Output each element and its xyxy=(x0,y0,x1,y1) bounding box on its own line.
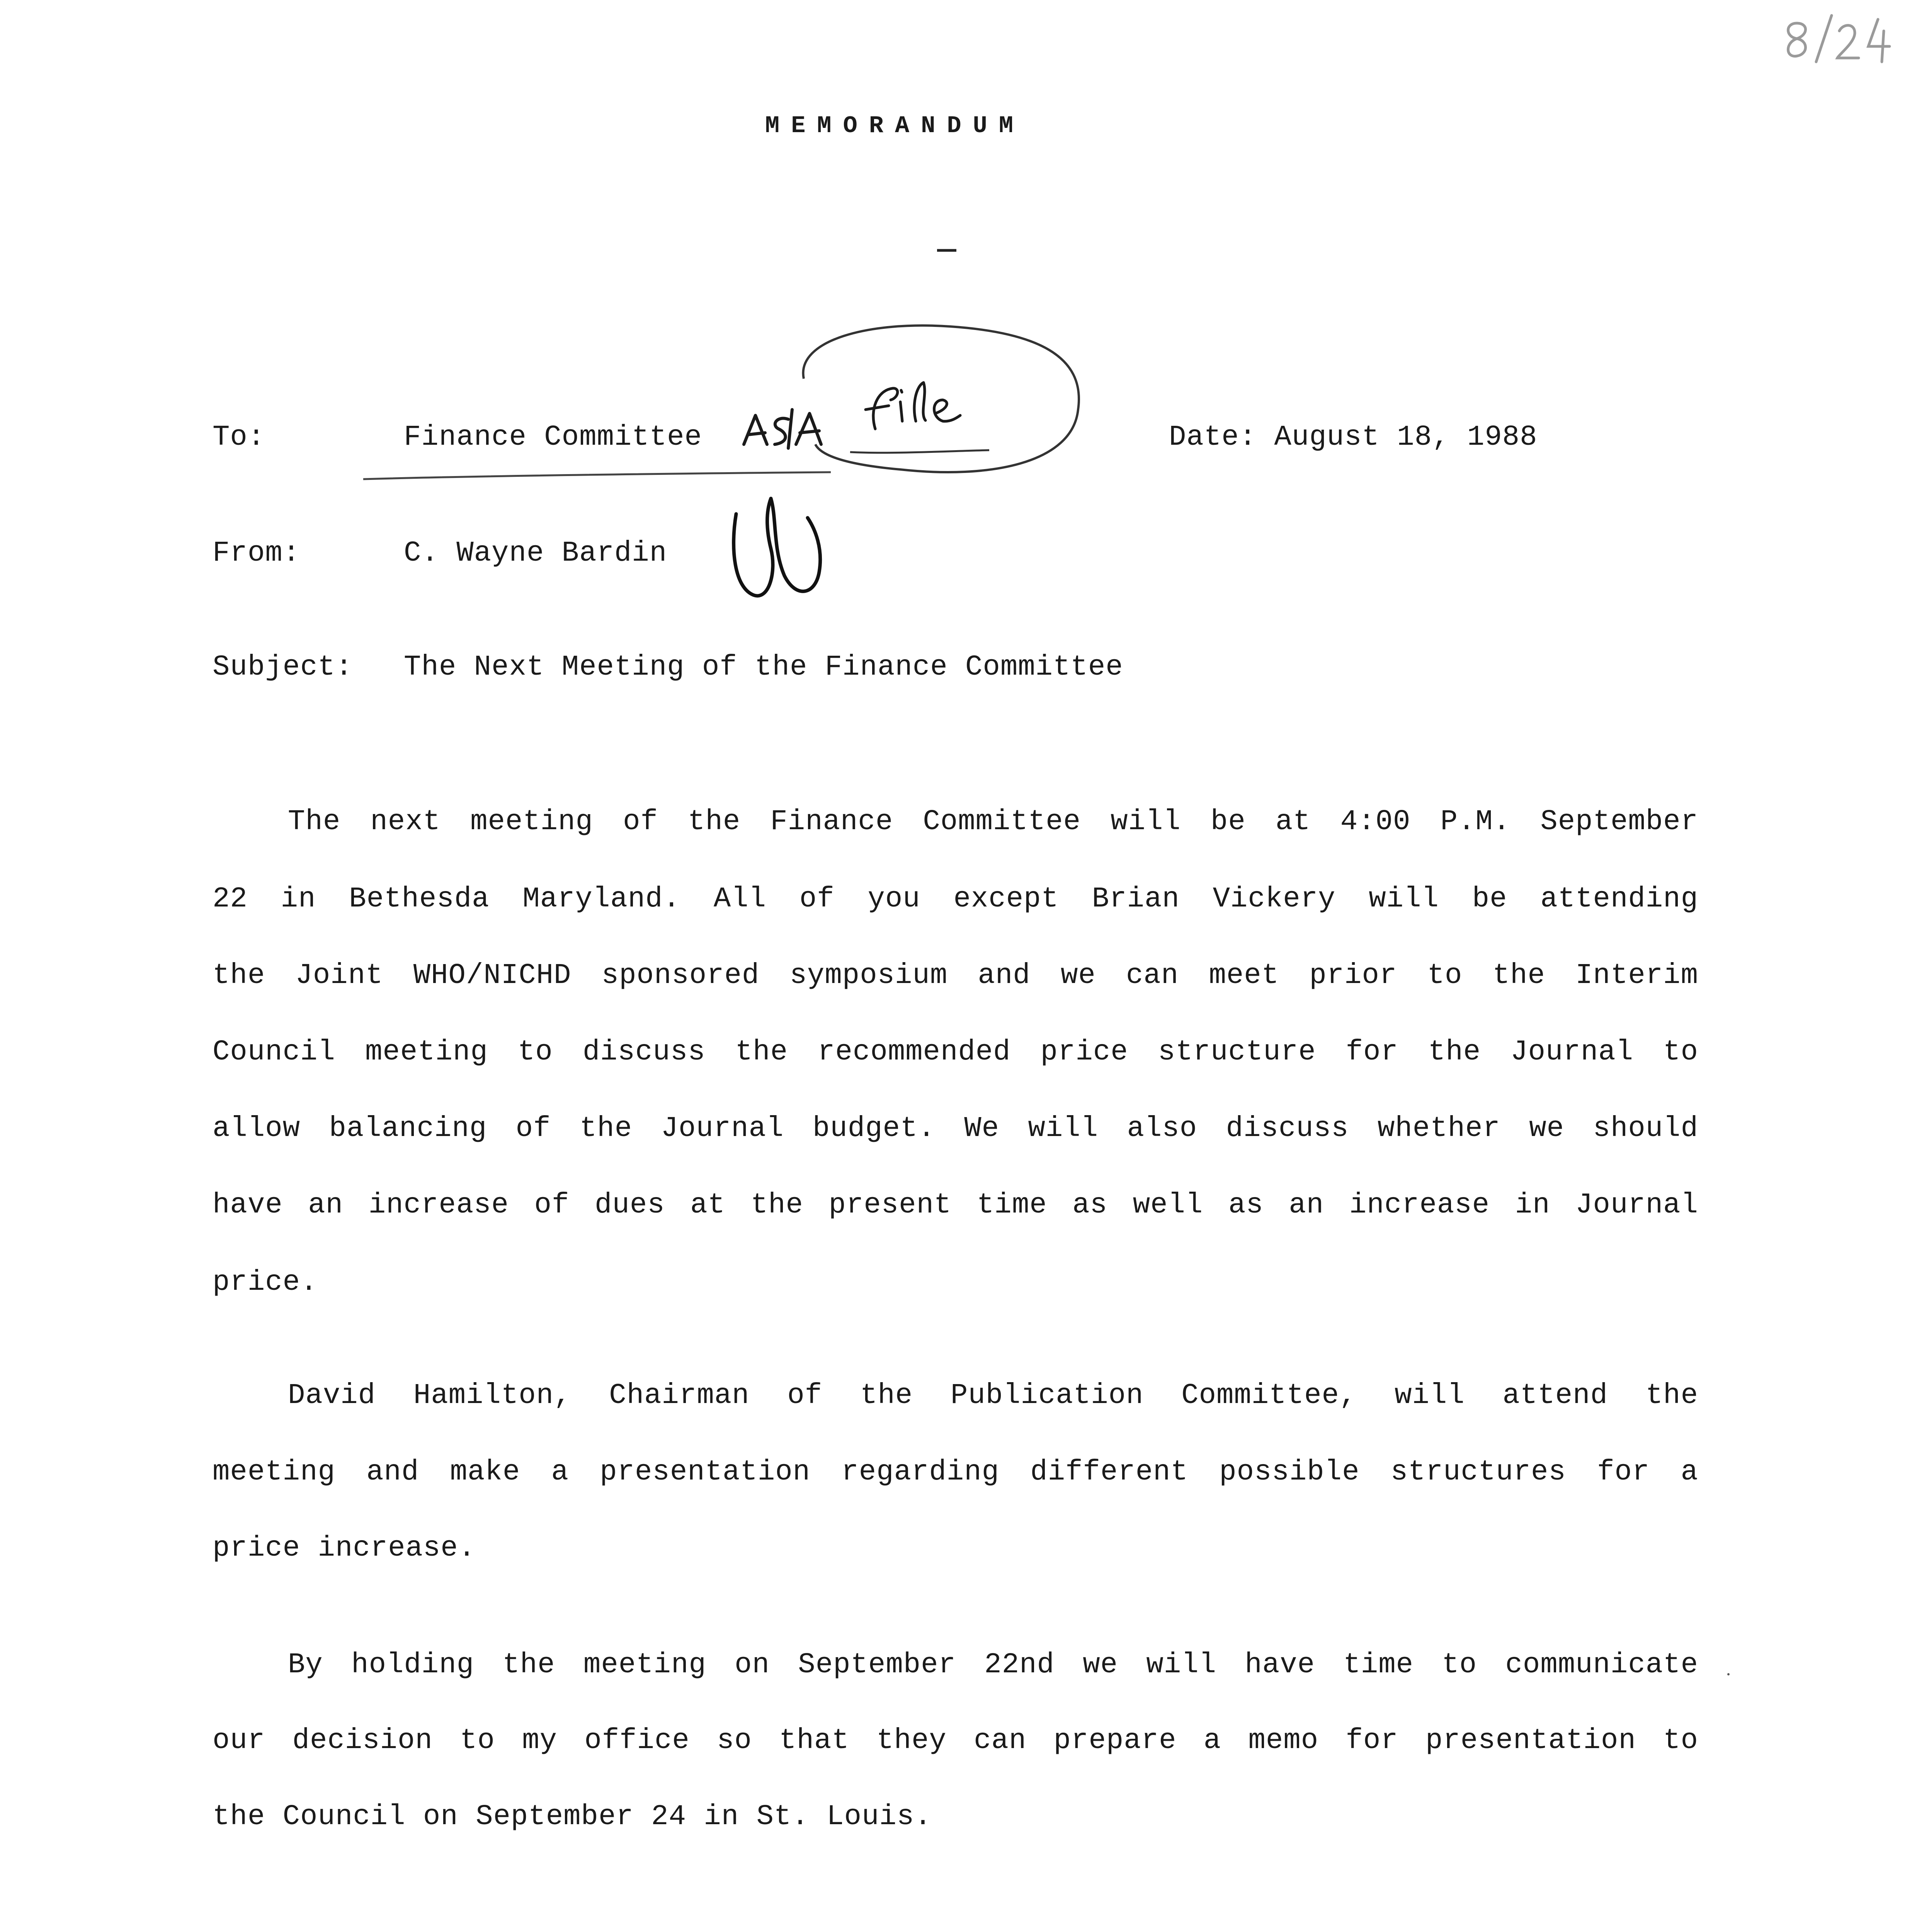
handwritten-underline xyxy=(363,472,831,479)
paragraph-1-line-7: price. xyxy=(213,1266,318,1299)
to-label: To: xyxy=(213,421,265,454)
to-value: Finance Committee xyxy=(404,421,702,454)
paragraph-3-line-3: the Council on September 24 in St. Louis. xyxy=(213,1801,932,1833)
paragraph-2-line-3: price increase. xyxy=(213,1532,476,1565)
memo-title: MEMORANDUM xyxy=(765,112,1025,139)
from-label: From: xyxy=(213,537,301,570)
paragraph-1-line-4: Council meeting to discuss the recommended price structure for the Journal to xyxy=(213,1036,1698,1068)
scan-speck xyxy=(1727,1673,1730,1675)
memo-date: Date: August 18, 1988 xyxy=(1169,421,1538,454)
paragraph-3-line-2: our decision to my office so that they can prepare a memo for presentation to xyxy=(213,1725,1698,1757)
paragraph-1-line-5: allow balancing of the Journal budget. We will also discuss whether we should xyxy=(213,1112,1698,1145)
subject-label: Subject: xyxy=(213,651,353,684)
file-handwriting xyxy=(866,383,960,429)
from-value: C. Wayne Bardin xyxy=(404,537,667,570)
paragraph-1-line-1: The next meeting of the Finance Committee will be at 4:00 P.M. September xyxy=(288,806,1698,838)
asa-handwriting xyxy=(744,410,821,448)
paragraph-1-line-6: have an increase of dues at the present time as well as an increase in Journal xyxy=(213,1189,1698,1221)
paragraph-1-line-2: 22 in Bethesda Maryland. All of you except Brian Vickery will be attending xyxy=(213,883,1698,915)
paragraph-1-line-3: the Joint WHO/NICHD sponsored symposium and we can meet prior to the Interim xyxy=(213,959,1698,992)
initial-w-signature xyxy=(734,498,820,596)
circle-around-file xyxy=(803,325,1079,472)
paragraph-3-line-1: By holding the meeting on September 22nd we will have time to communicate xyxy=(288,1649,1698,1681)
paragraph-2-line-1: David Hamilton, Chairman of the Publication Committee, will attend the xyxy=(288,1379,1698,1412)
subject-value: The Next Meeting of the Finance Committee xyxy=(404,651,1123,684)
paragraph-2-line-2: meeting and make a presentation regarding different possible structures for a xyxy=(213,1456,1698,1488)
corner-note-8-24 xyxy=(1788,15,1890,62)
